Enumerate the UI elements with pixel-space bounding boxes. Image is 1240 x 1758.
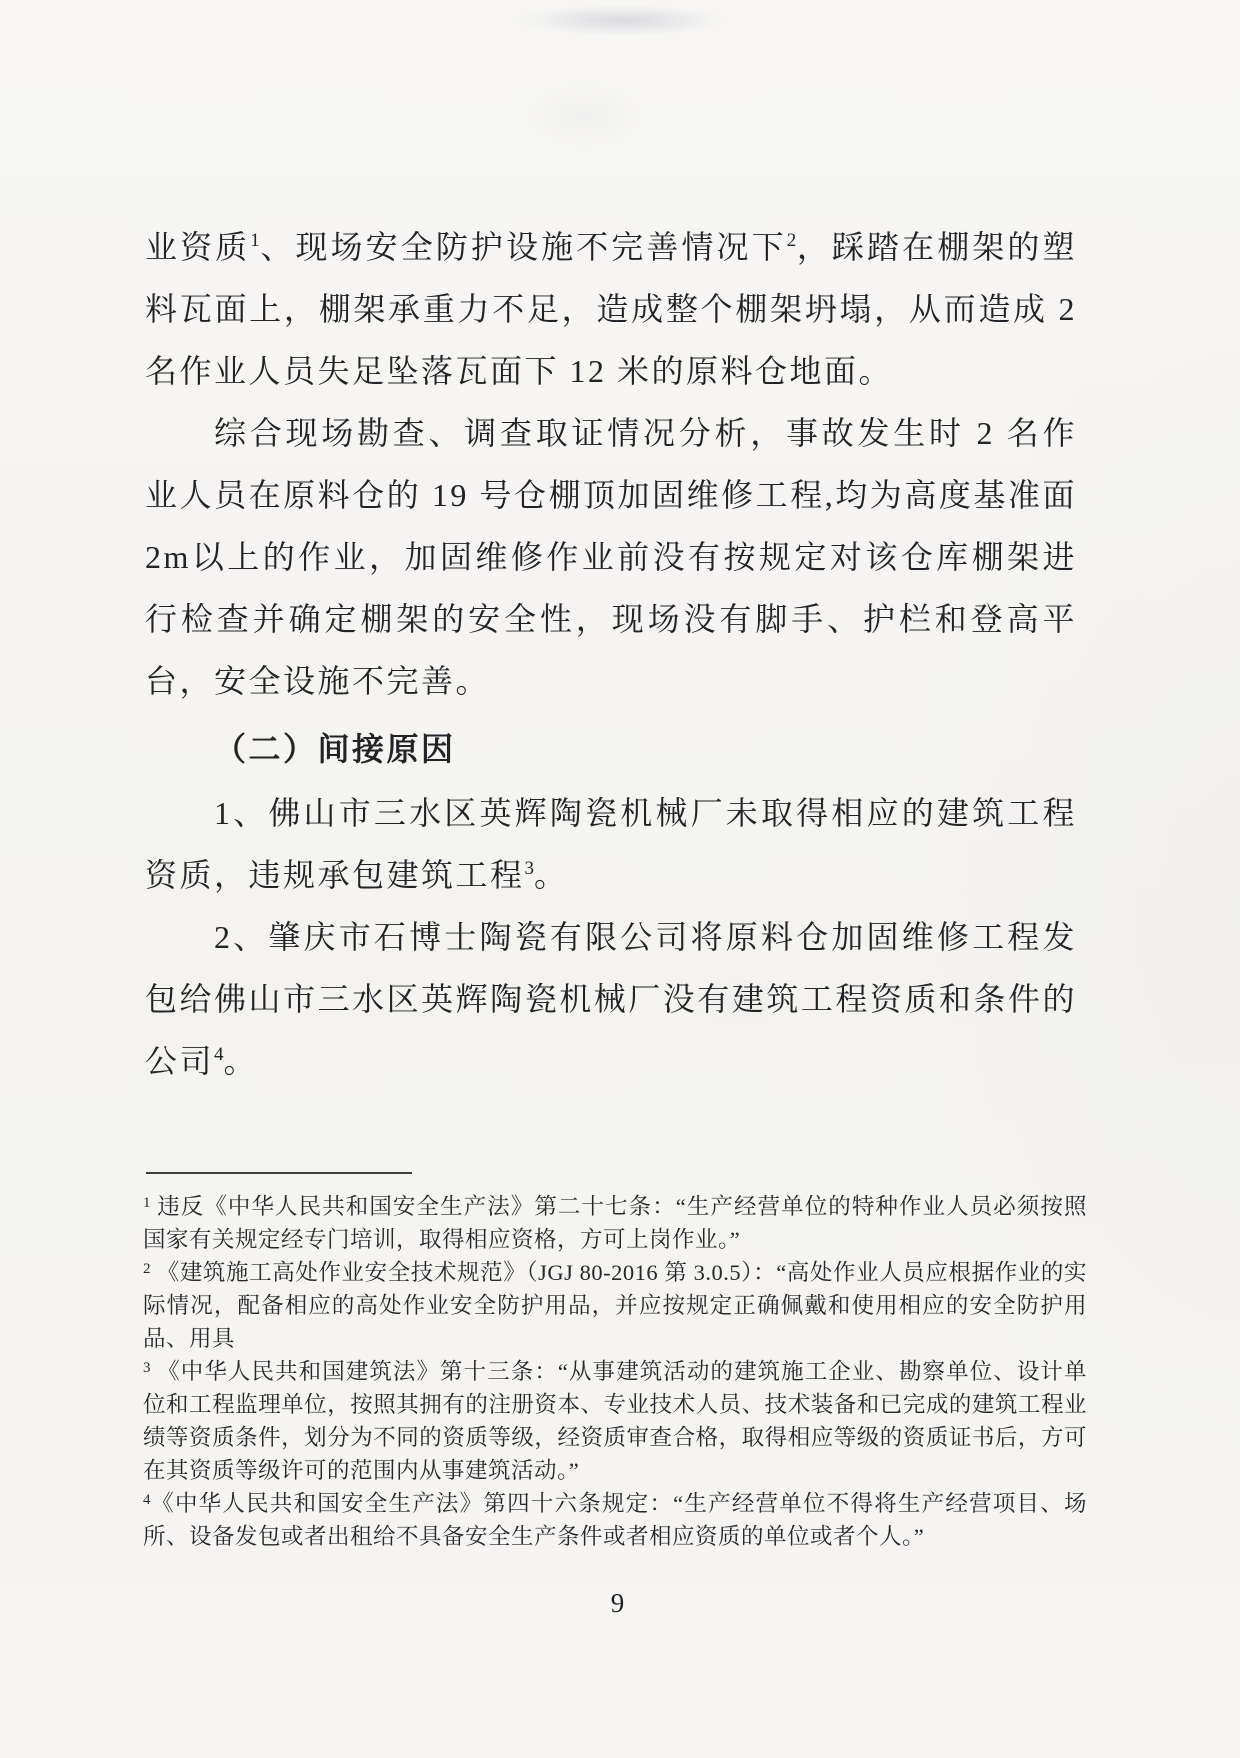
footnote-separator [146,1172,412,1174]
footnotes-section [143,1172,1087,1553]
footnote-marker: 3 [143,1360,151,1376]
footnote-ref: 1 [250,230,260,251]
footnote-ref: 4 [214,1044,224,1065]
footnotes-list [143,1190,1087,1553]
scan-smudge-artifact [540,6,710,36]
footnote-ref: 3 [524,858,535,879]
footnote-marker: 4 [143,1492,151,1508]
footnote-marker: 1 [143,1195,151,1211]
page-number: 9 [610,1588,626,1618]
document-body [145,216,1077,1092]
body-paragraph: 1、佛山市三水区英辉陶瓷机械厂未取得相应的建筑工程资质，违规承包建筑工程$^3$。 [145,795,1077,893]
footnote-marker: 2 [143,1261,151,1277]
body-paragraph: 业资质$^1$、现场安全防护设施不完善情况下$^2$，踩踏在棚架的塑料瓦面上，棚架承重力不足，造成整个棚架坍塌，从而造成 2 名作业人员失足坠落瓦面下 12 米的原料仓地面。 [145,229,1077,389]
footnote-ref: 2 [786,230,797,251]
body-paragraph: 2、肇庆市石博士陶瓷有限公司将原料仓加固维修工程发包给佛山市三水区英辉陶瓷机械厂没有建筑工程资质和条件的公司$^4$。 [145,919,1077,1079]
footnote-item: $^2$ 《建筑施工高处作业安全技术规范》（JGJ 80-2016 第 3.0.5）：“高处作业人员应根据作业的实际情况，配备相应的高处作业安全防护用品，并应按规定正确佩戴和使用相应的安全防护用品、用具 [143,1260,1087,1351]
footnote-item: $^4$《中华人民共和国安全生产法》第四十六条规定：“生产经营单位不得将生产经营项目、场所、设备发包或者出租给不具备安全生产条件或者相应资质的单位或者个人。” [143,1491,1087,1549]
section-heading: （二）间接原因 [214,731,456,767]
footnote-item: $^3$ 《中华人民共和国建筑法》第十三条：“从事建筑活动的建筑施工企业、勘察单位、设计单位和工程监理单位，按照其拥有的注册资本、专业技术人员、技术装备和已完成的建筑工程业绩等资质条件，划分为不同的资质等级，经资质审查合格，取得相应等级的资质证书后，方可在其资质等级许可的范围内从事建筑活动。” [143,1359,1087,1483]
body-paragraph: 综合现场勘查、调查取证情况分析，事故发生时 2 名作业人员在原料仓的 19 号仓棚顶加固维修工程,均为高度基准面 2m以上的作业，加固维修作业前没有按规定对该仓库棚架进行检查并确定棚架的安全性，现场没有脚手、护栏和登高平台，安全设施不完善。 [145,415,1077,699]
footnote-item: $^1$ 违反《中华人民共和国安全生产法》第二十七条：“生产经营单位的特种作业人员必须按照国家有关规定经专门培训，取得相应资格，方可上岗作业。” [143,1194,1087,1252]
